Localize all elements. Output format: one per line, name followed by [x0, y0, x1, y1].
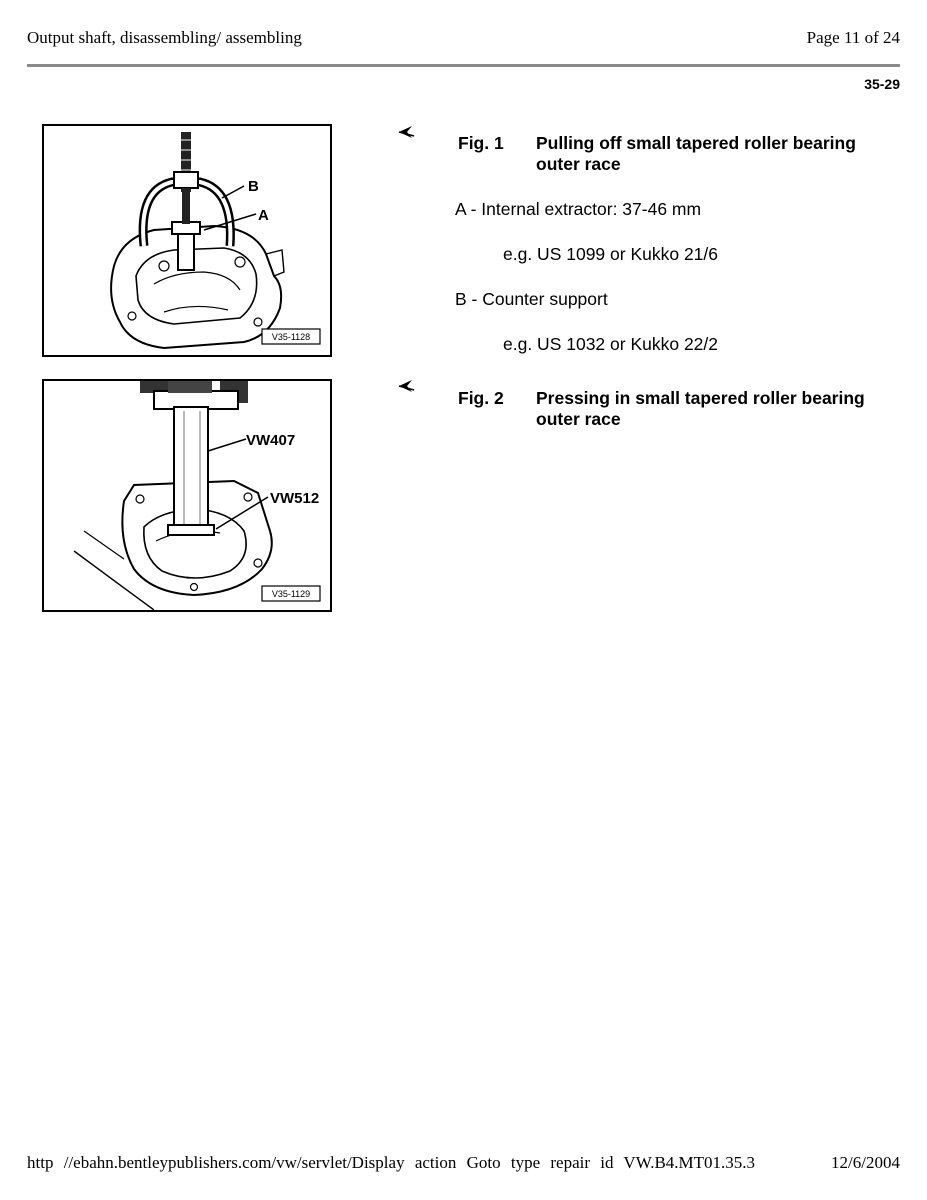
figure-1-label: Fig. 1	[458, 133, 504, 153]
item-b-description: B - Counter support	[455, 289, 608, 309]
callout-vw512: VW512	[270, 490, 320, 507]
image-code-1: V35-1128	[271, 332, 311, 342]
item-a-example: e.g. US 1099 or Kukko 21/6	[503, 244, 718, 264]
callout-b: B	[248, 178, 259, 195]
figure-2-caption: Pressing in small tapered roller bearing outer race	[536, 388, 865, 429]
figure-1-illustration	[42, 124, 332, 357]
section-number: 35-29	[864, 76, 900, 92]
footer-url: http //ebahn.bentleypublishers.com/vw/servlet/Display action Goto type repair id VW.B4.MT01.35.3	[27, 1153, 756, 1172]
callout-vw407: VW407	[246, 432, 296, 449]
document-title: Output shaft, disassembling/ assembling	[27, 28, 302, 47]
footer-date: 12/6/2004	[831, 1153, 900, 1172]
pointer-arrow-icon	[397, 124, 415, 143]
callout-a: A	[258, 207, 269, 224]
item-b-example: e.g. US 1032 or Kukko 22/2	[503, 334, 718, 354]
image-code-2: V35-1129	[271, 589, 311, 599]
item-a-description: A - Internal extractor: 37-46 mm	[455, 199, 702, 219]
figure-2-label: Fig. 2	[458, 388, 504, 408]
pointer-arrow-icon	[397, 378, 415, 397]
header-divider	[27, 64, 900, 67]
figure-2-illustration	[42, 379, 332, 612]
page-number: Page 11 of 24	[806, 28, 900, 47]
figure-1-caption: Pulling off small tapered roller bearing outer race	[536, 133, 856, 174]
